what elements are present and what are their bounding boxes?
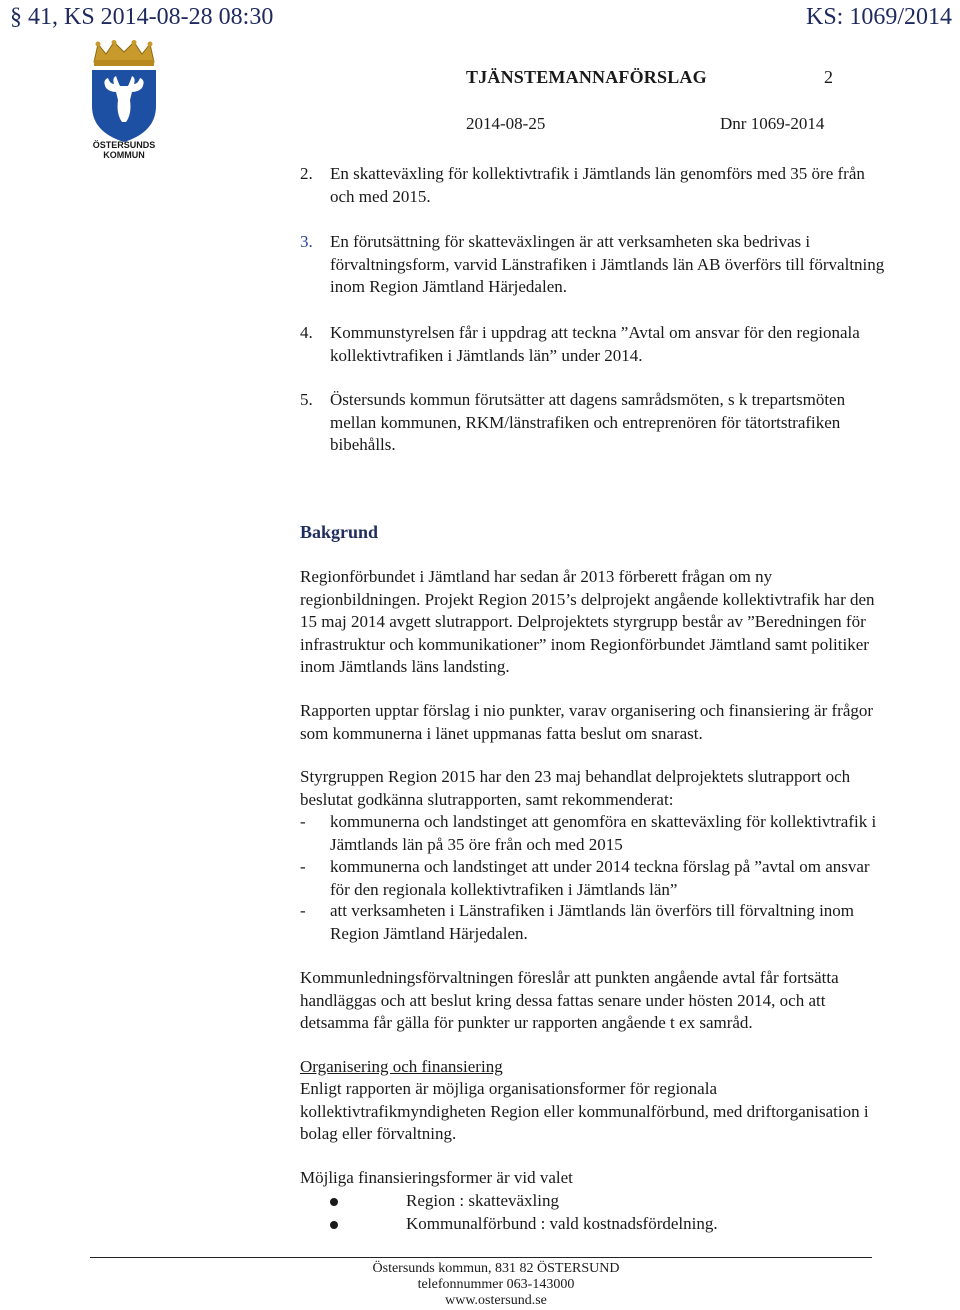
meeting-reference: § 41, KS 2014-08-28 08:30: [10, 4, 274, 30]
section-heading-background: Bakgrund: [300, 522, 379, 542]
decision-item: 5. Östersunds kommun förutsätter att dagens samrådsmöten, s k trepartsmöten mellan kommunen, RKM/länstrafiken och entreprenören för tätortstrafiken bibehålls.: [300, 390, 846, 454]
decision-item: 3. En förutsättning för skatteväxlingen är att verksamheten ska bedrivas i förvaltningsform, varvid Länstrafiken i Jämtlands län AB överförs till förvaltning inom Region Jämtland Härjedalen.: [300, 232, 885, 296]
decision-item: 2. En skatteväxling för kollektivtrafik i Jämtlands län genomförs med 35 öre från och med 2015.: [300, 164, 865, 206]
recommendation-item: - kommunerna och landstinget att genomföra en skatteväxling för kollektivtrafik i Jämtlands län på 35 öre från och med 2015: [300, 812, 877, 854]
recommendation-item: - kommunerna och landstinget att under 2014 teckna förslag på ”avtal om ansvar för den regionala kollektivtrafiken i Jämtlands län”: [300, 857, 870, 899]
footer-phone: telefonnummer 063-143000: [417, 1277, 575, 1292]
ostersunds-kommun-logo: [88, 40, 160, 160]
footer-address: Östersunds kommun, 831 82 ÖSTERSUND: [372, 1261, 620, 1276]
background-paragraph: Rapporten upptar förslag i nio punkter, varav organisering och finansiering är frågor som kommunerna i länet uppmanas fatta beslut om snarast.: [300, 701, 874, 743]
subheading-organisation: Organisering och finansiering: [300, 1057, 503, 1076]
background-paragraph: Styrgruppen Region 2015 har den 23 maj behandlat delprojektets slutrapport och beslutat godkänna slutrapporten, samt rekommenderat:: [300, 767, 851, 809]
background-paragraph: Regionförbundet i Jämtland har sedan år 2013 förberett frågan om ny regionbildningen. Projekt Region 2015’s delprojekt angående kollektivtrafik har den 15 maj 2014 avgett slutrapport. Delprojektets styrgrupp består av ”Beredningen för infrastruktur och kommunikationer” inom Regionförbundet Jämtland samt politiker inom Jämtlands läns landsting.: [300, 567, 875, 676]
organisation-paragraph: Enligt rapporten är möjliga organisationsformer för regionala kollektivtrafikmyndigheten Region eller kommunalförbund, med driftorganisation i bolag eller förvaltning.: [300, 1079, 869, 1143]
bullet-icon: [330, 1221, 338, 1229]
logo-text-ostersunds: ÖSTERSUNDS: [92, 140, 156, 150]
financing-intro: Möjliga finansieringsformer är vid valet: [300, 1168, 573, 1187]
document-type: TJÄNSTEMANNAFÖRSLAG: [466, 67, 707, 87]
recommendation-item: - att verksamheten i Länstrafiken i Jämtlands län överförs till förvaltning inom Region Jämtland Härjedalen.: [300, 901, 855, 943]
footer-website[interactable]: www.ostersund.se: [445, 1293, 547, 1308]
bullet-icon: [330, 1198, 338, 1206]
financing-option: Kommunalförbund : vald kostnadsfördelning.: [300, 1213, 892, 1236]
logo-text-kommun: KOMMUN: [103, 150, 145, 160]
document-date: 2014-08-25: [466, 114, 546, 133]
page-number: 2: [824, 67, 833, 87]
background-paragraph: Kommunledningsförvaltningen föreslår att punkten angående avtal får fortsätta handläggas och att beslut kring dessa fattas senare under hösten 2014, och att detsamma får gälla för punkter ur rapporten angående t ex samråd.: [300, 968, 839, 1032]
footer-divider: [90, 1257, 872, 1258]
document-dnr: Dnr 1069-2014: [720, 114, 825, 133]
case-number: KS: 1069/2014: [805, 4, 952, 30]
decision-item: 4. Kommunstyrelsen får i uppdrag att teckna ”Avtal om ansvar för den regionala kollektivtrafiken i Jämtlands län” under 2014.: [300, 323, 860, 365]
financing-option: Region : skatteväxling: [300, 1190, 892, 1213]
